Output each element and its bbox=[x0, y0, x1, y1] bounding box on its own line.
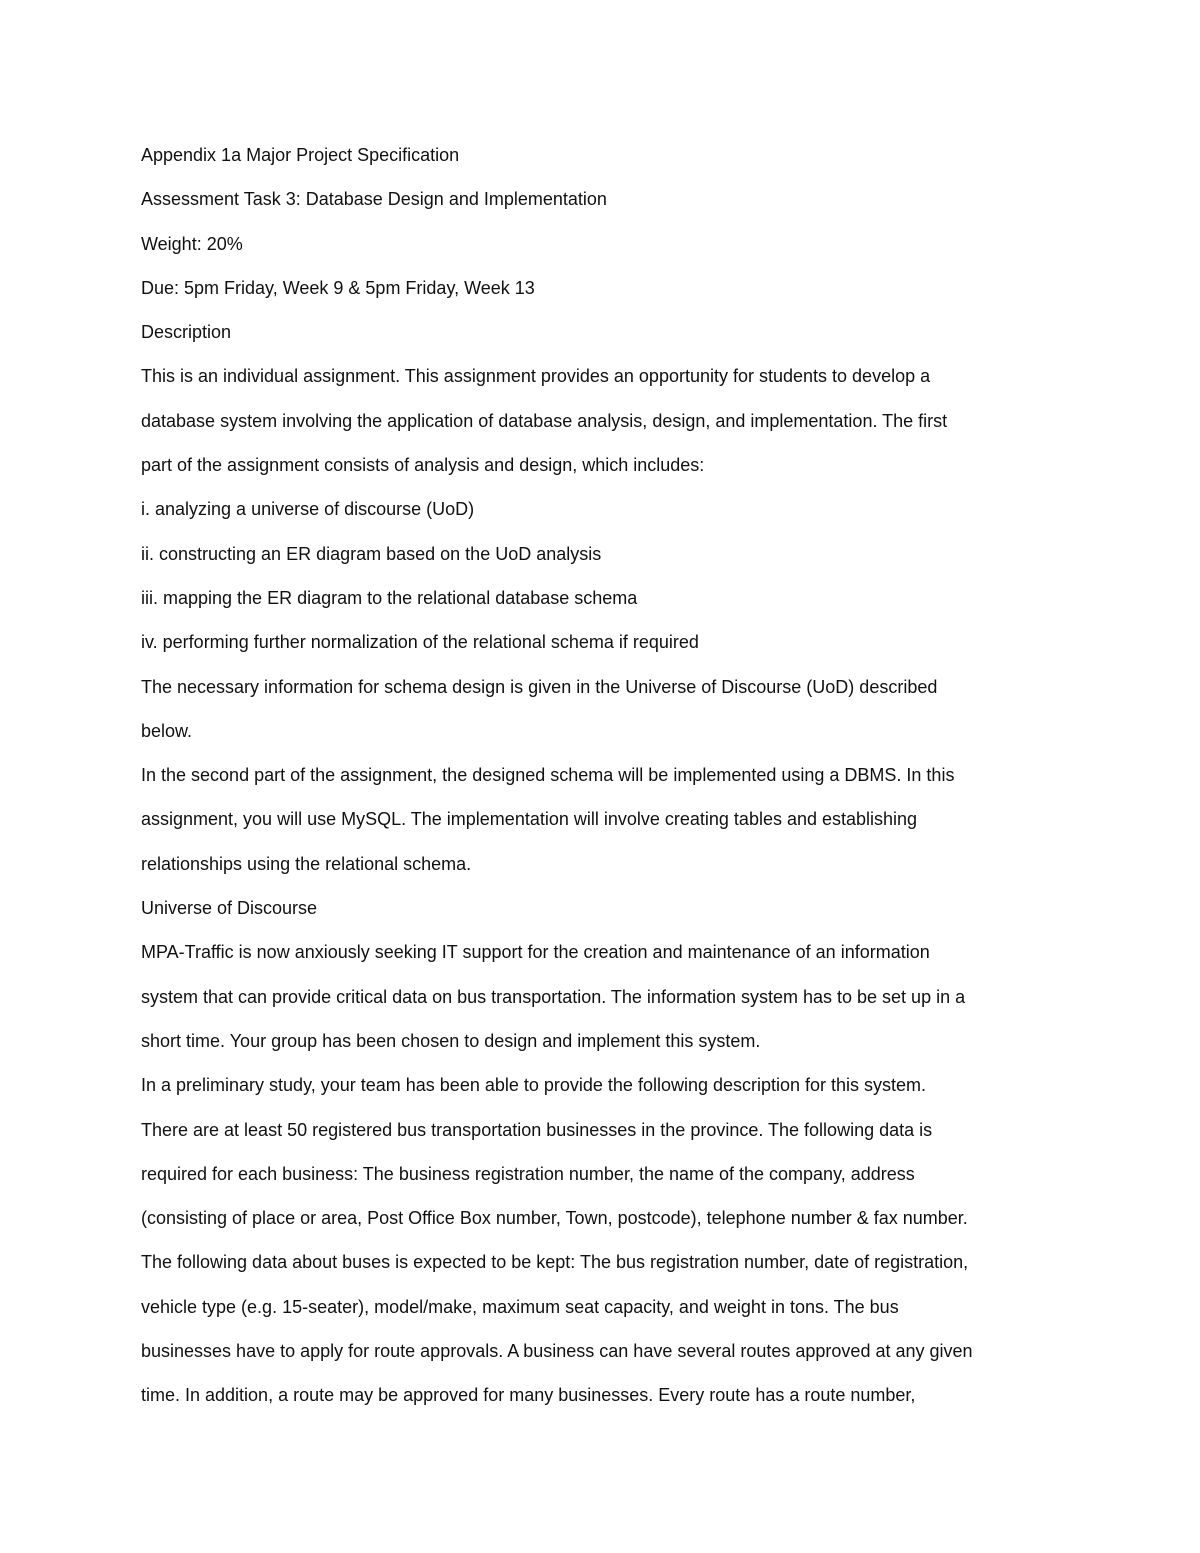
paragraph-line: below. bbox=[141, 720, 193, 741]
document-body bbox=[141, 138, 1061, 1423]
paragraph-line: The following data about buses is expected to be kept: The bus registration number, date of registration, bbox=[141, 1252, 969, 1273]
paragraph-line: businesses have to apply for route approvals. A business can have several routes approved at any given bbox=[141, 1341, 973, 1362]
paragraph-line: (consisting of place or area, Post Office Box number, Town, postcode), telephone number & fax number. bbox=[141, 1208, 968, 1229]
description-heading: Description bbox=[141, 322, 232, 343]
paragraph-line: assignment, you will use MySQL. The implementation will involve creating tables and establishing bbox=[141, 809, 918, 830]
uod-heading: Universe of Discourse bbox=[141, 898, 318, 919]
list-item: iii. mapping the ER diagram to the relational database schema bbox=[141, 587, 638, 608]
weight-line: Weight: 20% bbox=[141, 233, 243, 254]
paragraph-line: The necessary information for schema design is given in the Universe of Discourse (UoD) described bbox=[141, 676, 938, 697]
paragraph-line: time. In addition, a route may be approved for many businesses. Every route has a route number, bbox=[141, 1385, 916, 1406]
paragraph-line: vehicle type (e.g. 15-seater), model/make, maximum seat capacity, and weight in tons. The bus bbox=[141, 1296, 899, 1317]
paragraph-line: part of the assignment consists of analysis and design, which includes: bbox=[141, 455, 705, 476]
paragraph-line: MPA-Traffic is now anxiously seeking IT support for the creation and maintenance of an information bbox=[141, 942, 930, 963]
paragraph-line: system that can provide critical data on bus transportation. The information system has to be set up in a bbox=[141, 986, 966, 1007]
list-item: iv. performing further normalization of the relational schema if required bbox=[141, 632, 699, 653]
list-item: ii. constructing an ER diagram based on the UoD analysis bbox=[141, 543, 602, 564]
paragraph-line: relationships using the relational schema. bbox=[141, 853, 472, 874]
paragraph-line: This is an individual assignment. This assignment provides an opportunity for students to develop a bbox=[141, 366, 931, 387]
due-line: Due: 5pm Friday, Week 9 & 5pm Friday, Week 13 bbox=[141, 277, 535, 298]
paragraph-line: database system involving the application of database analysis, design, and implementation. The first bbox=[141, 410, 948, 431]
list-item: i. analyzing a universe of discourse (UoD) bbox=[141, 499, 475, 520]
appendix-title: Appendix 1a Major Project Specification bbox=[141, 145, 460, 165]
assessment-task-heading: Assessment Task 3: Database Design and Implementation bbox=[141, 189, 607, 210]
paragraph-line: There are at least 50 registered bus transportation businesses in the province. The following data is bbox=[141, 1119, 933, 1140]
paragraph-line: In a preliminary study, your team has been able to provide the following description for this system. bbox=[141, 1075, 927, 1096]
paragraph-line: In the second part of the assignment, the designed schema will be implemented using a DBMS. In this bbox=[141, 765, 955, 786]
paragraph-line: required for each business: The business registration number, the name of the company, address bbox=[141, 1163, 915, 1184]
paragraph-line: short time. Your group has been chosen to design and implement this system. bbox=[141, 1030, 761, 1051]
